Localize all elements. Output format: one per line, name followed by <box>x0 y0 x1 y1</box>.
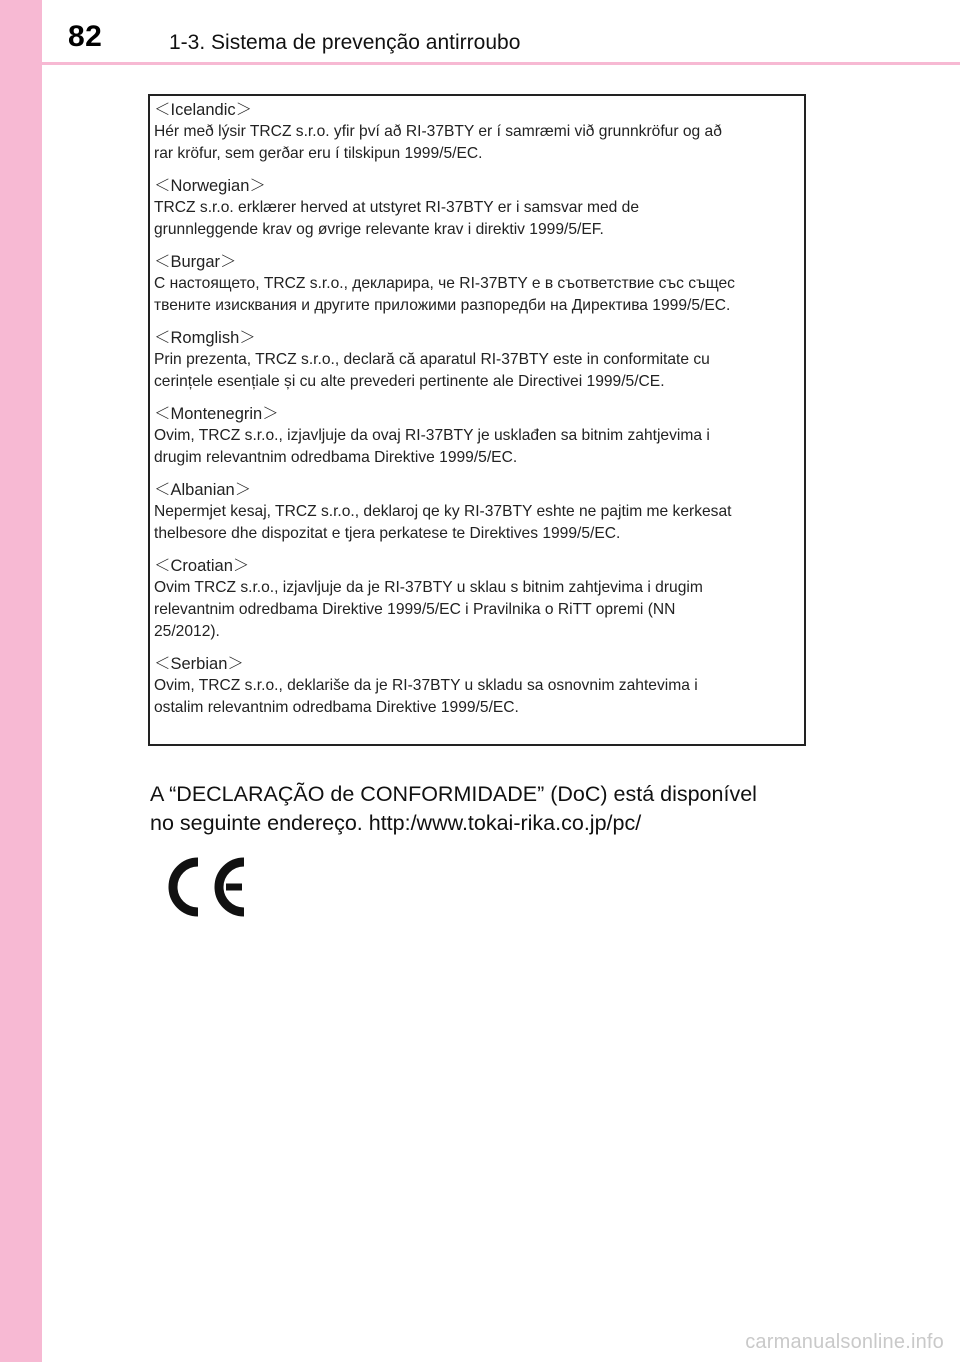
declaration-text <box>154 121 804 165</box>
declaration-line: ostalim relevantnim odredbama Direktive 1999/5/EC. <box>154 699 519 716</box>
declaration-icelandic <box>154 100 804 165</box>
language-name: ＜Montenegrin＞ <box>154 405 279 423</box>
ce-mark-icon <box>160 850 250 922</box>
declaration-line: Ovim TRCZ s.r.o., izjavljuje da je RI-37BTY u sklau s bitnim zahtjevima i drugim <box>154 579 703 596</box>
page-header <box>42 0 960 66</box>
header-rule <box>42 62 960 65</box>
declaration-line: 25/2012). <box>154 623 220 640</box>
declaration-line: твените изисквания и другите приложими разпоредби на Директива 1999/5/EC. <box>154 297 731 314</box>
declaration-line: Nepermjet kesaj, TRCZ s.r.o., deklaroj qe ky RI-37BTY eshte ne pajtim me kerkesat <box>154 503 732 520</box>
declaration-line: TRCZ s.r.o. erklærer herved at utstyret RI-37BTY er i samsvar med de <box>154 199 639 216</box>
doc-note-line-url: no seguinte endereço. http:/www.tokai-rika.co.jp/pc/ <box>150 811 642 835</box>
footer-watermark: carmanualsonline.info <box>745 1331 944 1353</box>
declaration-line: Ovim, TRCZ s.r.o., izjavljuje da ovaj RI-37BTY je usklađen sa bitnim zahtjevima i <box>154 427 710 444</box>
declaration-romglish <box>154 328 804 393</box>
declaration-text <box>154 675 804 719</box>
declaration-line: cerințele esențiale și cu alte prevederi pertinente ale Directivei 1999/5/CE. <box>154 373 665 390</box>
doc-note-line: A “DECLARAÇÃO de CONFORMIDADE” (DoC) está disponível <box>150 782 757 806</box>
declaration-norwegian <box>154 176 804 241</box>
declaration-croatian <box>154 556 804 643</box>
declaration-text <box>154 197 804 241</box>
declaration-serbian <box>154 654 804 719</box>
declaration-montenegrin <box>154 404 804 469</box>
language-name: ＜Icelandic＞ <box>154 101 253 119</box>
section-title: 1-3. Sistema de prevenção antirroubo <box>169 31 521 54</box>
language-name: ＜Albanian＞ <box>154 481 252 499</box>
declaration-burgar <box>154 252 804 317</box>
side-accent-bar <box>0 0 42 1362</box>
declaration-line: С настоящето, TRCZ s.r.o., декларира, че RI-37BTY е в съответствие със същес <box>154 275 735 292</box>
declaration-line: relevantnim odredbama Direktive 1999/5/EC i Pravilnika o RiTT opremi (NN <box>154 601 676 618</box>
language-name: ＜Romglish＞ <box>154 329 256 347</box>
declaration-line: Hér með lýsir TRCZ s.r.o. yfir því að RI-37BTY er í samræmi við grunnkröfur og að <box>154 123 722 140</box>
declaration-line: grunnleggende krav og øvrige relevante krav i direktiv 1999/5/EF. <box>154 221 604 238</box>
language-name: ＜Serbian＞ <box>154 655 244 673</box>
declaration-text <box>154 501 804 545</box>
declaration-line: Ovim, TRCZ s.r.o., deklariše da je RI-37BTY u skladu sa osnovnim zahtevima i <box>154 677 698 694</box>
declarations-box <box>148 94 806 746</box>
declaration-text <box>154 425 804 469</box>
declaration-albanian <box>154 480 804 545</box>
declaration-text <box>154 349 804 393</box>
declaration-text <box>154 577 804 643</box>
page-number: 82 <box>68 20 103 53</box>
language-name: ＜Croatian＞ <box>154 557 250 575</box>
doc-availability-note <box>150 780 810 838</box>
language-name: ＜Burgar＞ <box>154 253 237 271</box>
declaration-line: rar kröfur, sem gerðar eru í tilskipun 1999/5/EC. <box>154 145 483 162</box>
declaration-line: drugim relevantnim odredbama Direktive 1999/5/EC. <box>154 449 518 466</box>
declaration-line: thelbesore dhe dispozitat e tjera perkatese te Direktives 1999/5/EC. <box>154 525 621 542</box>
declaration-line: Prin prezenta, TRCZ s.r.o., declară că aparatul RI-37BTY este in conformitate cu <box>154 351 710 368</box>
declaration-text <box>154 273 804 317</box>
language-name: ＜Norwegian＞ <box>154 177 266 195</box>
